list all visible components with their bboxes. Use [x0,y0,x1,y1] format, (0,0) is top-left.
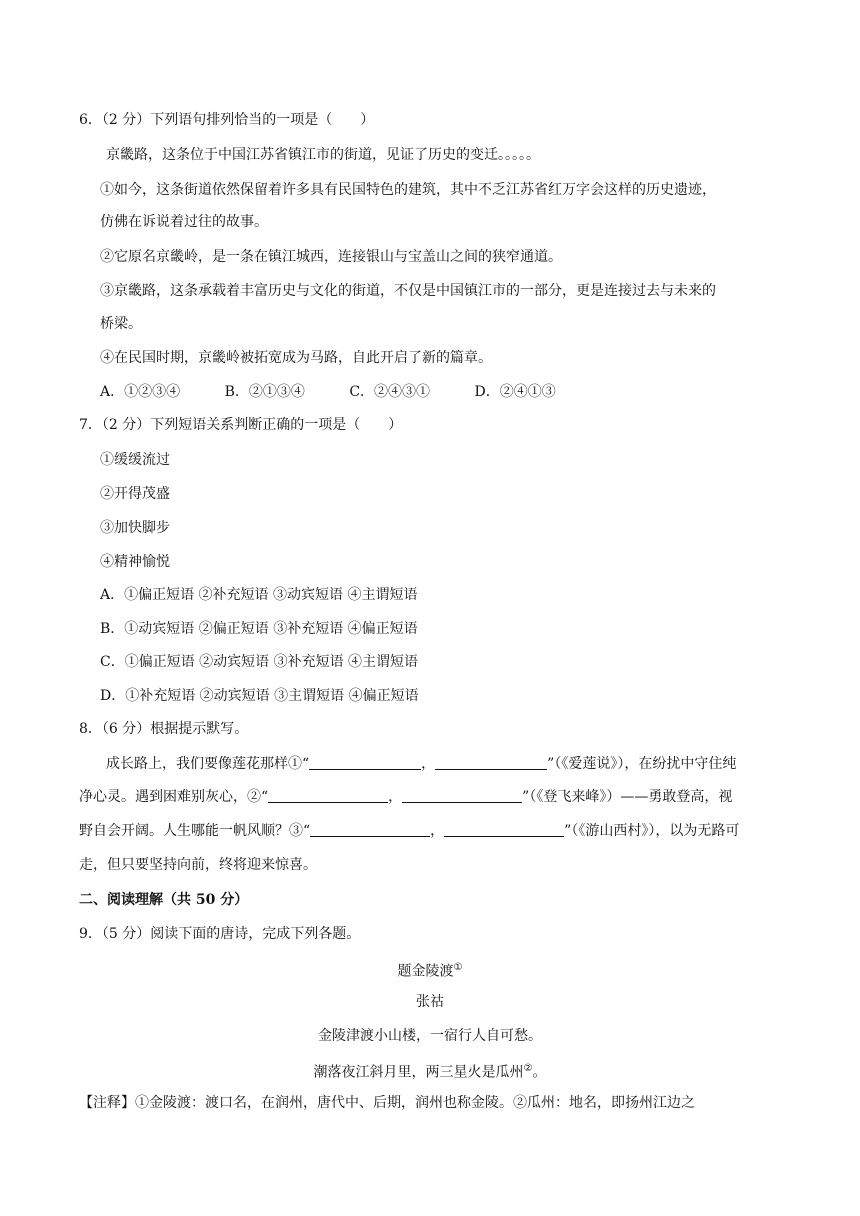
comma: ， [421,756,436,772]
comma: ， [388,789,403,805]
q6-sentence-3a: ③京畿路，这条承载着丰富历史与文化的街道，不仅是中国镇江市的一部分，更是连接过去与未来的 [100,283,716,299]
q6-sentence-4: ④在民国时期，京畿岭被拓宽成为马路，自此开启了新的篇章。 [100,350,492,366]
q6-lead: 京畿路，这条位于中国江苏省镇江市的街道，见证了历史的变迁。。。。。 [106,147,540,163]
q8-line-3-post: ”（《游山西村》），以为无路可 [564,823,740,839]
q6-option-c[interactable]: C．②④③① [349,384,431,400]
q6-option-d[interactable]: D．②④①③ [474,384,556,400]
q6-option-b[interactable]: B．②①③④ [224,384,305,400]
q6-sentence-1a: ①如今，这条街道依然保留着许多具有民国特色的建筑，其中不乏江苏省红万字会这样的历史遗迹， [100,182,716,198]
poem-author: 张祜 [416,994,444,1010]
q8-line-4: 走，但只要坚持向前，终将迎来惊喜。 [79,857,317,873]
q7-item-1: ①缓缓流过 [100,452,170,468]
poem-line-2-text: 潮落夜江斜月里，两三星火是瓜州 [313,1064,524,1081]
answer-blank-1b[interactable] [435,755,547,770]
q7-option-c[interactable]: C．①偏正短语 ②动宾短语 ③补充短语 ④主谓短语 [100,654,419,670]
answer-blank-3b[interactable] [444,822,564,837]
q9-stem: 9．（5 分）阅读下面的唐诗，完成下列各题。 [79,926,361,942]
q6-stem: 6．（2 分）下列语句排列恰当的一项是（ ） [79,112,375,128]
q7-item-3: ③加快脚步 [100,520,170,536]
q8-line-2 [79,787,732,807]
q8-line-1-pre: 成长路上，我们要像莲花那样①“ [106,756,310,772]
q8-stem: 8．（6 分）根据提示默写。 [79,721,249,737]
answer-blank-3a[interactable] [310,822,430,837]
q7-item-2: ②开得茂盛 [100,486,170,502]
q8-line-3-pre: 野自会开阔。人生哪能一帆风顺？③“ [79,823,311,839]
poem-notes: 【注释】①金陵渡：渡口名，在润州，唐代中、后期，润州也称金陵。②瓜州：地名，即扬州江边之 [79,1095,695,1111]
q8-line-3 [79,821,739,841]
q6-options [100,382,596,402]
q6-sentence-1b: 仿佛在诉说着过往的故事。 [100,214,268,230]
q7-item-4: ④精神愉悦 [100,554,170,570]
poem-line-2 [0,1059,860,1083]
q7-option-a[interactable]: A．①偏正短语 ②补充短语 ③动宾短语 ④主谓短语 [100,587,418,603]
poem-line-2-end: 。 [532,1064,547,1081]
poem-title-note: ① [453,962,463,973]
q7-stem: 7．（2 分）下列短语关系判断正确的一项是（ ） [79,417,403,433]
section-heading: 二、阅读理解（共 50 分） [79,892,249,908]
poem-line-2-note: ② [523,1063,533,1074]
answer-blank-2a[interactable] [268,788,388,803]
q8-line-1 [106,754,736,774]
q6-sentence-3b: 桥梁。 [100,316,142,332]
answer-blank-2b[interactable] [402,788,522,803]
poem-line-1: 金陵津渡小山楼，一宿行人自可愁。 [318,1028,542,1044]
q6-sentence-2: ②它原名京畿岭，是一条在镇江城西，连接银山与宝盖山之间的狭窄通道。 [100,249,562,265]
q7-option-b[interactable]: B．①动宾短语 ②偏正短语 ③补充短语 ④偏正短语 [100,621,418,637]
answer-blank-1a[interactable] [309,755,421,770]
comma: ， [430,823,445,839]
q8-line-1-post: ”（《爱莲说》），在纷扰中守住纯 [547,756,737,772]
poem-title [0,958,860,982]
q8-line-2-post: ”（《登飞来峰》）——勇敢登高，视 [522,789,733,805]
q8-line-2-pre: 净心灵。遇到困难别灰心，②“ [79,789,269,805]
poem-title-text: 题金陵渡 [397,963,454,980]
q6-option-a[interactable]: A．①②③④ [100,384,181,400]
q7-option-d[interactable]: D．①补充短语 ②动宾短语 ③主谓短语 ④偏正短语 [100,688,419,704]
